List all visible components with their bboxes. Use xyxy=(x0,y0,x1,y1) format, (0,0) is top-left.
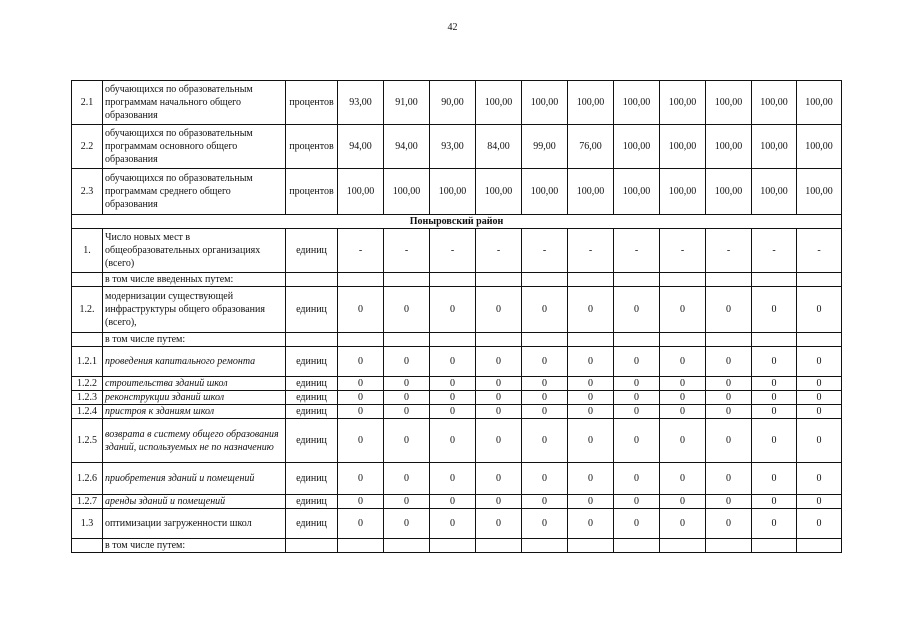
value-cell: - xyxy=(476,229,522,273)
row-description: аренды зданий и помещений xyxy=(103,495,286,509)
value-cell: 0 xyxy=(614,463,660,495)
row-unit: процентов xyxy=(286,81,338,125)
value-cell: 0 xyxy=(568,463,614,495)
row-unit xyxy=(286,539,338,553)
value-cell: 0 xyxy=(752,509,797,539)
value-cell: 0 xyxy=(614,377,660,391)
value-cell xyxy=(614,539,660,553)
value-cell xyxy=(338,273,384,287)
row-number: 1.3 xyxy=(72,509,103,539)
value-cell xyxy=(476,273,522,287)
value-cell: 93,00 xyxy=(338,81,384,125)
row-unit: единиц xyxy=(286,377,338,391)
row-description: в том числе путем: xyxy=(103,333,286,347)
value-cell: - xyxy=(568,229,614,273)
table-row xyxy=(72,377,842,391)
page-number: 42 xyxy=(447,22,458,33)
row-description: проведения капитального ремонта xyxy=(103,347,286,377)
value-cell: 0 xyxy=(476,405,522,419)
row-description: приобретения зданий и помещений xyxy=(103,463,286,495)
value-cell: 0 xyxy=(614,405,660,419)
value-cell: 0 xyxy=(706,463,752,495)
value-cell: 0 xyxy=(614,391,660,405)
value-cell: 94,00 xyxy=(384,125,430,169)
value-cell: 0 xyxy=(338,495,384,509)
value-cell: 100,00 xyxy=(476,81,522,125)
value-cell: 100,00 xyxy=(797,125,842,169)
value-cell: 0 xyxy=(568,405,614,419)
value-cell: 100,00 xyxy=(660,81,706,125)
value-cell: 0 xyxy=(338,377,384,391)
value-cell xyxy=(568,333,614,347)
row-unit: единиц xyxy=(286,405,338,419)
row-number: 1.2.3 xyxy=(72,391,103,405)
value-cell xyxy=(568,273,614,287)
value-cell xyxy=(614,333,660,347)
value-cell: 100,00 xyxy=(752,81,797,125)
value-cell: 90,00 xyxy=(430,81,476,125)
value-cell: 0 xyxy=(476,391,522,405)
value-cell: 0 xyxy=(430,377,476,391)
value-cell: 0 xyxy=(384,405,430,419)
row-number: 1.2.2 xyxy=(72,377,103,391)
row-number xyxy=(72,539,103,553)
value-cell xyxy=(752,273,797,287)
value-cell: 0 xyxy=(797,509,842,539)
value-cell: 100,00 xyxy=(706,169,752,215)
value-cell xyxy=(384,539,430,553)
value-cell: - xyxy=(430,229,476,273)
value-cell: 0 xyxy=(752,287,797,333)
value-cell: 99,00 xyxy=(522,125,568,169)
value-cell: 100,00 xyxy=(522,81,568,125)
value-cell: 0 xyxy=(430,419,476,463)
value-cell: 94,00 xyxy=(338,125,384,169)
value-cell xyxy=(522,333,568,347)
value-cell: 100,00 xyxy=(568,81,614,125)
value-cell: 100,00 xyxy=(430,169,476,215)
value-cell: 0 xyxy=(384,377,430,391)
value-cell: 0 xyxy=(338,287,384,333)
value-cell xyxy=(706,273,752,287)
value-cell: 0 xyxy=(660,463,706,495)
value-cell: 0 xyxy=(384,391,430,405)
value-cell: 0 xyxy=(614,419,660,463)
value-cell: 0 xyxy=(338,391,384,405)
value-cell: 0 xyxy=(706,509,752,539)
value-cell: 0 xyxy=(476,509,522,539)
value-cell: 100,00 xyxy=(797,81,842,125)
value-cell xyxy=(384,333,430,347)
value-cell xyxy=(338,539,384,553)
value-cell: 0 xyxy=(476,495,522,509)
value-cell: 91,00 xyxy=(384,81,430,125)
value-cell: 0 xyxy=(797,495,842,509)
value-cell: 0 xyxy=(430,509,476,539)
row-description: реконструкции зданий школ xyxy=(103,391,286,405)
row-number: 1.2.6 xyxy=(72,463,103,495)
value-cell: 0 xyxy=(660,287,706,333)
value-cell: 0 xyxy=(797,405,842,419)
value-cell xyxy=(476,333,522,347)
table-row xyxy=(72,539,842,553)
table-row xyxy=(72,405,842,419)
value-cell xyxy=(660,273,706,287)
value-cell: 0 xyxy=(706,419,752,463)
value-cell xyxy=(430,273,476,287)
value-cell: 100,00 xyxy=(522,169,568,215)
value-cell xyxy=(522,273,568,287)
row-unit: единиц xyxy=(286,347,338,377)
value-cell: 0 xyxy=(568,287,614,333)
value-cell: 0 xyxy=(522,509,568,539)
value-cell: 0 xyxy=(660,495,706,509)
value-cell: 0 xyxy=(522,419,568,463)
value-cell: 0 xyxy=(797,377,842,391)
table-row xyxy=(72,169,842,215)
value-cell: 0 xyxy=(384,287,430,333)
value-cell: 0 xyxy=(384,495,430,509)
value-cell: 0 xyxy=(338,405,384,419)
value-cell: - xyxy=(522,229,568,273)
table-row xyxy=(72,125,842,169)
row-unit: единиц xyxy=(286,419,338,463)
row-number xyxy=(72,273,103,287)
row-description: обучающихся по образовательным программам основного общего образования xyxy=(103,125,286,169)
value-cell: 0 xyxy=(568,347,614,377)
value-cell: 0 xyxy=(568,377,614,391)
row-number: 1.2.4 xyxy=(72,405,103,419)
value-cell: 0 xyxy=(706,287,752,333)
row-number: 2.1 xyxy=(72,81,103,125)
value-cell xyxy=(338,333,384,347)
row-number: 2.2 xyxy=(72,125,103,169)
row-description: строительства зданий школ xyxy=(103,377,286,391)
value-cell: 0 xyxy=(476,419,522,463)
value-cell xyxy=(476,539,522,553)
value-cell: 0 xyxy=(522,287,568,333)
value-cell: 0 xyxy=(522,463,568,495)
row-description: в том числе введенных путем: xyxy=(103,273,286,287)
row-number xyxy=(72,333,103,347)
value-cell: 0 xyxy=(430,287,476,333)
value-cell: 0 xyxy=(752,377,797,391)
value-cell: 0 xyxy=(476,287,522,333)
row-unit xyxy=(286,333,338,347)
value-cell: 0 xyxy=(476,377,522,391)
table-row xyxy=(72,463,842,495)
row-number: 1.2. xyxy=(72,287,103,333)
value-cell: 100,00 xyxy=(614,125,660,169)
value-cell: 0 xyxy=(476,463,522,495)
value-cell: 93,00 xyxy=(430,125,476,169)
value-cell: 0 xyxy=(660,419,706,463)
value-cell: 0 xyxy=(384,509,430,539)
value-cell: 84,00 xyxy=(476,125,522,169)
value-cell: 0 xyxy=(430,391,476,405)
value-cell xyxy=(752,333,797,347)
value-cell: 0 xyxy=(338,509,384,539)
value-cell xyxy=(614,273,660,287)
value-cell xyxy=(660,333,706,347)
value-cell: 100,00 xyxy=(660,169,706,215)
table-row xyxy=(72,287,842,333)
value-cell: 0 xyxy=(660,377,706,391)
row-unit: единиц xyxy=(286,509,338,539)
value-cell: - xyxy=(752,229,797,273)
value-cell: 0 xyxy=(430,463,476,495)
value-cell: 0 xyxy=(797,391,842,405)
value-cell: 0 xyxy=(706,347,752,377)
table-row xyxy=(72,273,842,287)
table-row xyxy=(72,347,842,377)
table-row xyxy=(72,333,842,347)
value-cell xyxy=(797,273,842,287)
table-row xyxy=(72,509,842,539)
table-row xyxy=(72,81,842,125)
row-description: Число новых мест в общеобразовательных организациях (всего) xyxy=(103,229,286,273)
value-cell: 0 xyxy=(430,347,476,377)
value-cell: - xyxy=(660,229,706,273)
value-cell: 100,00 xyxy=(706,125,752,169)
value-cell xyxy=(430,333,476,347)
value-cell: 100,00 xyxy=(752,169,797,215)
value-cell: 0 xyxy=(384,419,430,463)
value-cell: 0 xyxy=(522,377,568,391)
row-description: оптимизации загруженности школ xyxy=(103,509,286,539)
value-cell: 100,00 xyxy=(384,169,430,215)
table-row xyxy=(72,391,842,405)
value-cell: 0 xyxy=(797,287,842,333)
value-cell: 0 xyxy=(476,347,522,377)
value-cell: - xyxy=(797,229,842,273)
value-cell: 100,00 xyxy=(614,169,660,215)
value-cell: 100,00 xyxy=(706,81,752,125)
value-cell xyxy=(752,539,797,553)
value-cell: 0 xyxy=(752,495,797,509)
row-description: модернизации существующей инфраструктуры общего образования (всего), xyxy=(103,287,286,333)
value-cell: 0 xyxy=(568,495,614,509)
row-description: пристроя к зданиям школ xyxy=(103,405,286,419)
value-cell: 0 xyxy=(338,463,384,495)
value-cell: 0 xyxy=(706,495,752,509)
value-cell: 0 xyxy=(522,495,568,509)
value-cell: 0 xyxy=(430,495,476,509)
row-number: 1.2.1 xyxy=(72,347,103,377)
value-cell: 100,00 xyxy=(568,169,614,215)
value-cell: 0 xyxy=(430,405,476,419)
value-cell: - xyxy=(384,229,430,273)
value-cell: 0 xyxy=(568,509,614,539)
row-unit: единиц xyxy=(286,463,338,495)
value-cell xyxy=(797,539,842,553)
value-cell: 0 xyxy=(522,405,568,419)
value-cell: 0 xyxy=(752,391,797,405)
row-unit: процентов xyxy=(286,125,338,169)
data-table xyxy=(71,80,842,553)
row-description: возврата в систему общего образования зданий, используемых не по назначению xyxy=(103,419,286,463)
value-cell: 100,00 xyxy=(752,125,797,169)
value-cell: 0 xyxy=(614,347,660,377)
row-number: 1. xyxy=(72,229,103,273)
value-cell: - xyxy=(338,229,384,273)
value-cell: 0 xyxy=(706,391,752,405)
value-cell: 0 xyxy=(614,287,660,333)
value-cell: 0 xyxy=(797,347,842,377)
value-cell: 0 xyxy=(384,347,430,377)
value-cell: 0 xyxy=(522,391,568,405)
value-cell: 0 xyxy=(614,509,660,539)
value-cell: 100,00 xyxy=(476,169,522,215)
row-number: 1.2.5 xyxy=(72,419,103,463)
row-unit: процентов xyxy=(286,169,338,215)
value-cell xyxy=(706,539,752,553)
section-row xyxy=(72,215,842,229)
value-cell: 100,00 xyxy=(338,169,384,215)
row-unit: единиц xyxy=(286,229,338,273)
row-number: 2.3 xyxy=(72,169,103,215)
value-cell: 0 xyxy=(338,347,384,377)
table-row xyxy=(72,229,842,273)
value-cell: - xyxy=(614,229,660,273)
value-cell xyxy=(797,333,842,347)
value-cell: 0 xyxy=(706,405,752,419)
value-cell: 100,00 xyxy=(614,81,660,125)
value-cell: 0 xyxy=(752,405,797,419)
value-cell: 0 xyxy=(752,463,797,495)
value-cell: 0 xyxy=(614,495,660,509)
value-cell: 0 xyxy=(660,391,706,405)
value-cell xyxy=(384,273,430,287)
table-row xyxy=(72,419,842,463)
row-unit xyxy=(286,273,338,287)
value-cell: 0 xyxy=(660,347,706,377)
value-cell xyxy=(706,333,752,347)
row-description: обучающихся по образовательным программам среднего общего образования xyxy=(103,169,286,215)
row-number: 1.2.7 xyxy=(72,495,103,509)
value-cell xyxy=(522,539,568,553)
value-cell: 100,00 xyxy=(660,125,706,169)
value-cell: 0 xyxy=(568,419,614,463)
row-unit: единиц xyxy=(286,495,338,509)
section-title: Поныровский район xyxy=(72,215,842,229)
value-cell: 100,00 xyxy=(797,169,842,215)
value-cell: 0 xyxy=(797,463,842,495)
value-cell: 0 xyxy=(338,419,384,463)
value-cell: 0 xyxy=(706,377,752,391)
value-cell: 0 xyxy=(568,391,614,405)
value-cell: 0 xyxy=(660,405,706,419)
row-description: обучающихся по образовательным программам начального общего образования xyxy=(103,81,286,125)
value-cell: 76,00 xyxy=(568,125,614,169)
row-unit: единиц xyxy=(286,287,338,333)
value-cell: - xyxy=(706,229,752,273)
row-description: в том числе путем: xyxy=(103,539,286,553)
value-cell: 0 xyxy=(384,463,430,495)
value-cell: 0 xyxy=(752,419,797,463)
value-cell: 0 xyxy=(797,419,842,463)
value-cell xyxy=(430,539,476,553)
value-cell: 0 xyxy=(660,509,706,539)
table-row xyxy=(72,495,842,509)
value-cell: 0 xyxy=(752,347,797,377)
value-cell xyxy=(568,539,614,553)
value-cell xyxy=(660,539,706,553)
row-unit: единиц xyxy=(286,391,338,405)
value-cell: 0 xyxy=(522,347,568,377)
